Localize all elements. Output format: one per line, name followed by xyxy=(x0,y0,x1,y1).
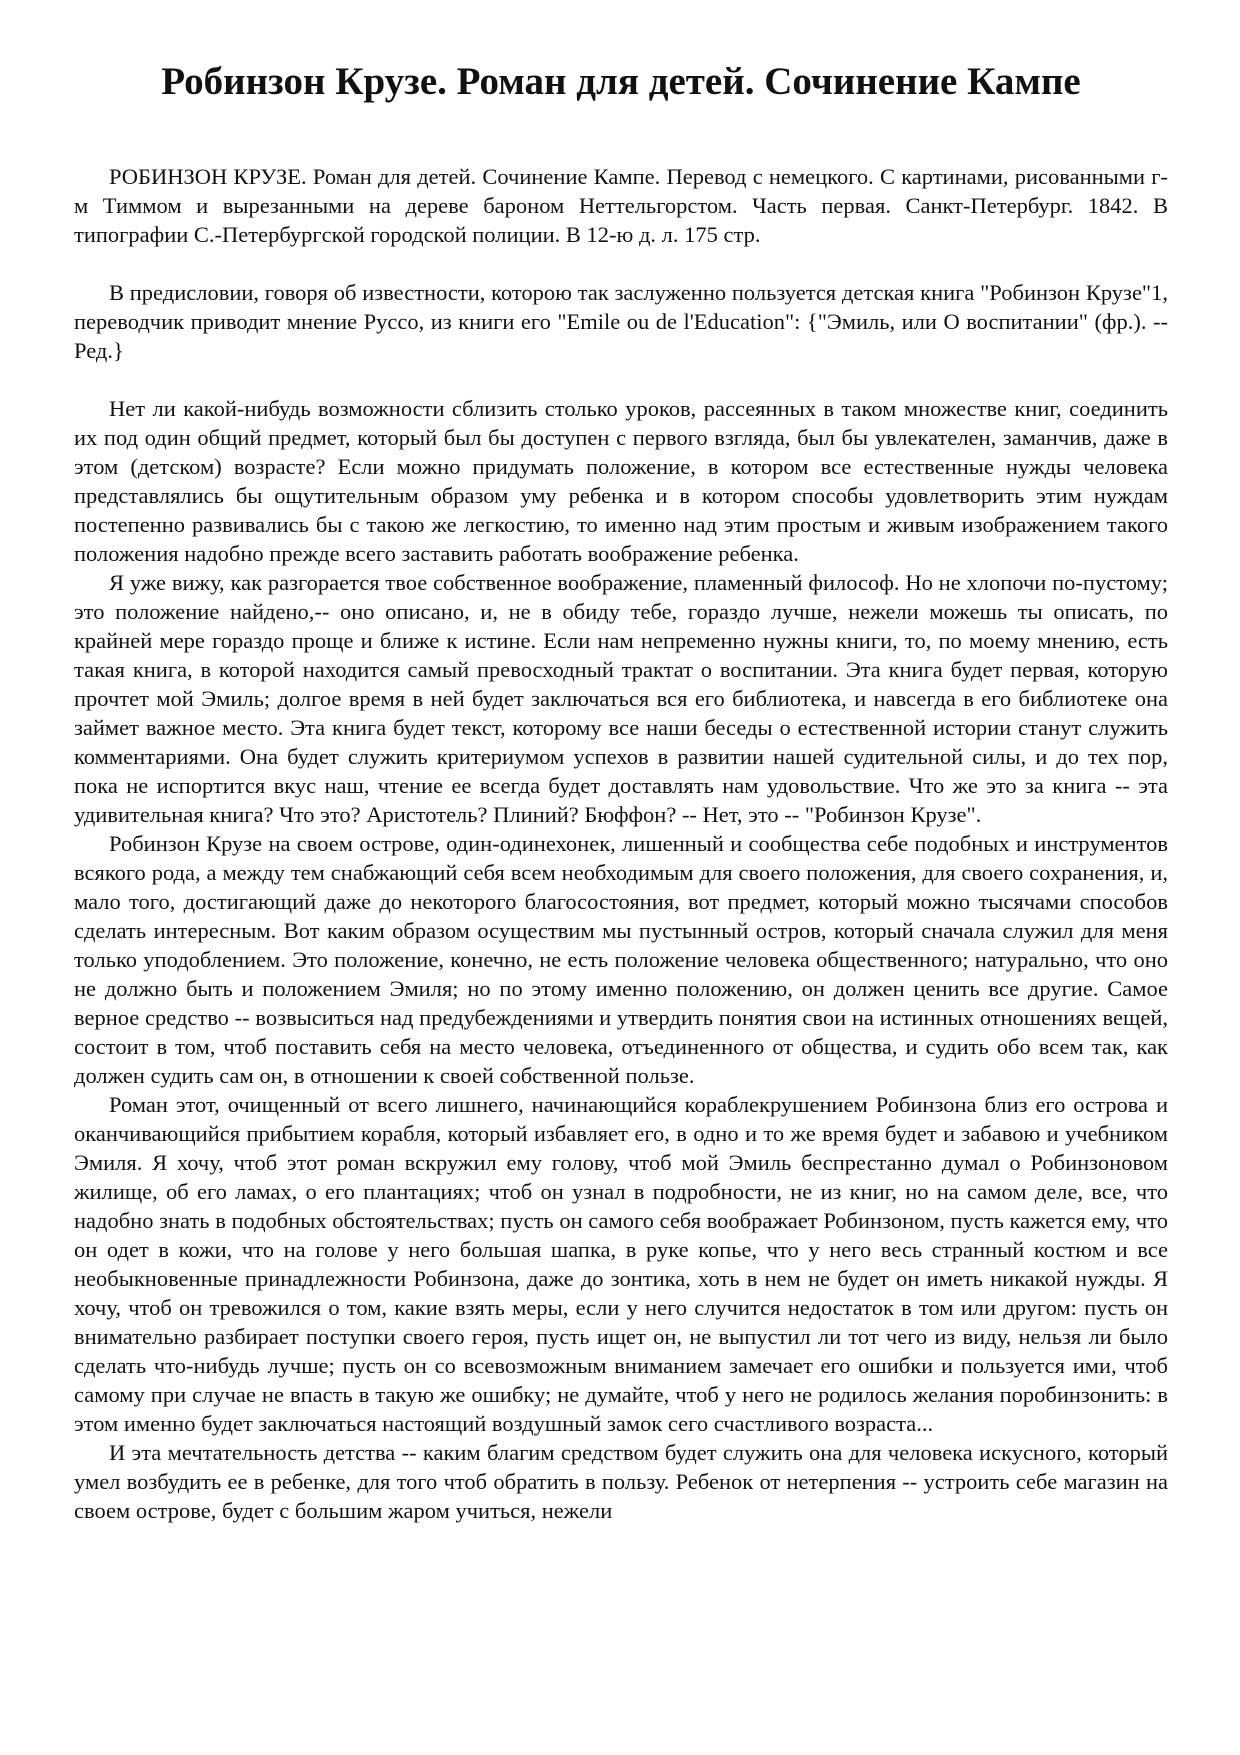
quote-paragraph-4: Роман этот, очищенный от всего лишнего, начинающийся кораблекрушением Робинзона близ его острова и оканчивающийся прибытием корабля, который избавляет его, в одно и то же время будет и забавою и учебником Эмиля. Я хочу, чтоб этот роман вскружил ему голову, чтоб мой Эмиль беспрестанно думал о Робинзоновом жилище, об его ламах, о его плантациях; чтоб он узнал в подробности, не из книг, но на самом деле, все, что надобно знать в подобных обстоятельствах; пусть он самого себя воображает Робинзоном, пусть кажется ему, что он одет в кожи, что на голове у него большая шапка, в руке копье, что у него весь странный костюм и все необыкновенные принадлежности Робинзона, даже до зонтика, хоть в нем не будет он иметь никакой нужды. Я хочу, чтоб он тревожился о том, какие взять меры, если у него случится недостаток в том или другом: пусть он внимательно разбирает поступки своего героя, пусть ищет он, не выпустил ли тот чего из виду, нельзя ли было сделать что-нибудь лучше; пусть он со всевозможным вниманием замечает его ошибки и пользуется ими, чтоб самому при случае не впасть в такую же ошибку; не думайте, чтоб у него не родилось желания поробинзонить: в этом именно будет заключаться настоящий воздушный замок сего счастливого возраста... xyxy=(74,1092,1168,1436)
quote-paragraph-2: Я уже вижу, как разгорается твое собственное воображение, пламенный философ. Но не хлопочи по-пустому; это положение найдено,-- оно описано, и, не в обиду тебе, гораздо лучше, нежели можешь ты описать, по крайней мере гораздо проще и ближе к истине. Если нам непременно нужны книги, то, по моему мнению, есть такая книга, в которой находится самый превосходный трактат о воспитании. Эта книга будет первая, которую прочтет мой Эмиль; долгое время в ней будет заключаться вся его библиотека, и навсегда в его библиотеке она займет важное место. Эта книга будет текст, которому все наши беседы о естественной истории станут служить комментариями. Она будет служить критериумом успехов в развитии нашей судительной силы, и до тех пор, пока не испортится вкус наш, чтение ее всегда будет доставлять нам удовольствие. Что же это за книга -- эта удивительная книга? Что это? Аристотель? Плиний? Бюффон? -- Нет, это -- "Робинзон Крузе". xyxy=(74,570,1168,827)
quote-paragraph-3: Робинзон Крузе на своем острове, один-одинехонек, лишенный и сообщества себе подобных и инструментов всякого рода, а между тем снабжающий себя всем необходимым для своего положения, для своего сохранения, и, мало того, достигающий даже до некоторого благосостояния, вот предмет, который можно тысячами способов сделать интересным. Вот каким образом осуществим мы пустынный остров, который сначала служил для меня только уподоблением. Это положение, конечно, не есть положение человека общественного; натурально, что оно не должно быть и положением Эмиля; но по этому именно положению, он должен ценить все другие. Самое верное средство -- возвыситься над предубеждениями и утвердить понятия свои на истинных отношениях вещей, состоит в том, чтоб поставить себя на место человека, отъединенного от общества, и судить обо всем так, как должен судить сам он, в отношении к своей собственной пользе. xyxy=(74,831,1168,1088)
quote-paragraph-5: И эта мечтательность детства -- каким благим средством будет служить она для человека искусного, который умел возбудить ее в ребенке, для того чтоб обратить в пользу. Ребенок от нетерпения -- устроить себе магазин на своем острове, будет с большим жаром учиться, нежели xyxy=(74,1440,1168,1523)
preface-paragraph: В предисловии, говоря об известности, которою так заслуженно пользуется детская книга "Робинзон Крузе"1, переводчик приводит мнение Руссо, из книги его "Emile ou de l'Education": {"Эмиль, или О воспитании" (фр.). -- Ред.} xyxy=(74,280,1168,363)
bibliographic-paragraph: РОБИНЗОН КРУЗЕ. Роман для детей. Сочинение Кампе. Перевод с немецкого. С картинами, рисованными г-м Тиммом и вырезанными на дереве бароном Неттельгорстом. Часть первая. Санкт-Петербург. 1842. В типографии С.-Петербургской городской полиции. В 12-ю д. л. 175 стр. xyxy=(74,164,1168,247)
document-title: Робинзон Крузе. Роман для детей. Сочинение Кампе xyxy=(161,60,1081,103)
quote-paragraph-1: Нет ли какой-нибудь возможности сблизить столько уроков, рассеянных в таком множестве книг, соединить их под один общий предмет, который был бы доступен с первого взгляда, был бы увлекателен, заманчив, даже в этом (детском) возрасте? Если можно придумать положение, в котором все естественные нужды человека представлялись бы ощутительным образом уму ребенка и в котором способы удовлетворить этим нуждам постепенно развивались бы с такою же легкостию, то именно над этим простым и живым изображением такого положения надобно прежде всего заставить работать воображение ребенка. xyxy=(74,396,1168,566)
document-body xyxy=(74,162,1168,1525)
